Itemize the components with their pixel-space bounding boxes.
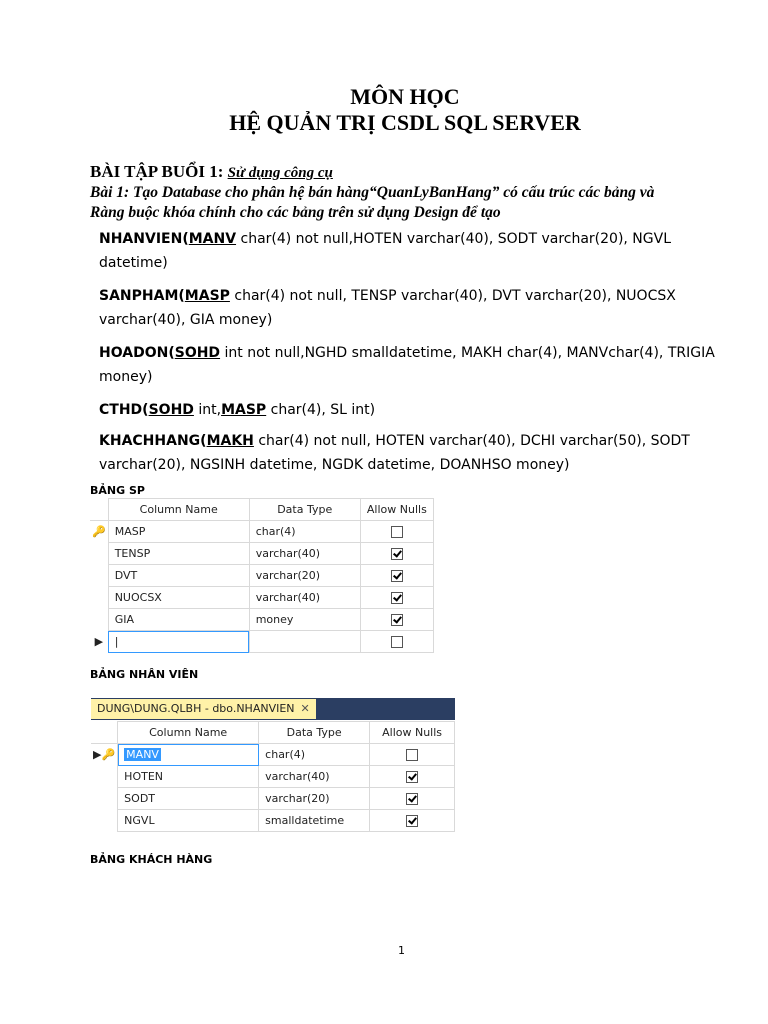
schema-fields: int not null,NGHD smalldatetime, MAKH char(4), MANVchar(4), TRIGIA money)	[99, 345, 715, 385]
schema-key: MASP	[184, 288, 230, 304]
exercise-subtitle: Sử dụng công cụ	[227, 165, 333, 181]
table-row[interactable]	[90, 521, 434, 543]
data-type-header: Data Type	[249, 499, 360, 521]
column-name-cell[interactable]: SODT	[118, 788, 259, 810]
data-type-cell[interactable]: varchar(40)	[259, 766, 370, 788]
allow-nulls-checkbox[interactable]	[391, 548, 403, 560]
selected-text[interactable]: MANV	[126, 748, 159, 761]
schema-fields-mid: int,	[193, 402, 222, 418]
schema-fields: char(4) not null, HOTEN varchar(40), DCHI varchar(50), SODT varchar(20), NGSINH datetime, NGDK datetime, DOANHSO money)	[99, 433, 690, 473]
column-name-cell[interactable]: DVT	[108, 565, 249, 587]
allow-nulls-checkbox[interactable]	[391, 526, 403, 538]
table-nhanvien-designer	[91, 721, 455, 832]
table-row[interactable]	[91, 766, 455, 788]
schema-name: HOADON	[99, 345, 169, 361]
allow-nulls-checkbox[interactable]	[391, 636, 403, 648]
allow-nulls-cell[interactable]	[370, 788, 455, 810]
column-name-cell[interactable]: MASP	[108, 521, 249, 543]
allow-nulls-cell[interactable]	[360, 609, 433, 631]
schema-key: SOHD	[148, 402, 194, 418]
table-sp-designer	[90, 498, 434, 653]
data-type-cell[interactable]: char(4)	[259, 744, 370, 766]
column-name-cell[interactable]: HOTEN	[118, 766, 259, 788]
schema-fields: char(4) not null, TENSP varchar(40), DVT varchar(20), NUOCSX varchar(40), GIA money)	[99, 288, 676, 328]
column-name-cell[interactable]: GIA	[108, 609, 249, 631]
task-line-1: Bài 1: Tạo Database cho phân hệ bán hàng“QuanLyBanHang” có cấu trúc các bảng và	[90, 184, 655, 201]
allow-nulls-cell[interactable]	[360, 521, 433, 543]
exercise-heading	[90, 162, 333, 182]
allow-nulls-cell[interactable]	[360, 587, 433, 609]
new-row[interactable]	[90, 631, 434, 653]
schema-key-2: MASP	[221, 402, 267, 418]
row-indicator	[90, 609, 108, 631]
allow-nulls-header: Allow Nulls	[370, 722, 455, 744]
data-type-header: Data Type	[259, 722, 370, 744]
label-table-khachhang: BẢNG KHÁCH HÀNG	[90, 853, 213, 866]
data-type-cell[interactable]: smalldatetime	[259, 810, 370, 832]
data-type-cell[interactable]: varchar(20)	[249, 565, 360, 587]
row-indicator	[90, 587, 108, 609]
table-row[interactable]	[91, 744, 455, 766]
column-name-cell[interactable]: NGVL	[118, 810, 259, 832]
designer-tab-bar	[91, 698, 455, 720]
current-row-arrow-icon: ▶	[90, 631, 108, 653]
schema-name: KHACHHANG	[99, 433, 201, 449]
data-type-cell[interactable]: varchar(40)	[249, 543, 360, 565]
allow-nulls-checkbox[interactable]	[391, 592, 403, 604]
tab-title: DUNG\DUNG.QLBH - dbo.NHANVIEN	[97, 702, 295, 715]
schema-key: SOHD	[174, 345, 221, 361]
row-indicator	[91, 810, 118, 832]
grid-header-row	[90, 499, 434, 521]
schema-fields: char(4) not null,HOTEN varchar(40), SODT varchar(20), NGVL datetime)	[99, 231, 672, 271]
schema-nhanvien: NHANVIEN(MANV char(4) not null,HOTEN varchar(40), SODT varchar(20), NGVL datetime)	[99, 231, 672, 271]
new-column-name-input[interactable]: |	[108, 631, 249, 653]
column-name-header: Column Name	[118, 722, 259, 744]
task-line-2: Ràng buộc khóa chính cho các bảng trên sử dụng Design để tạo	[90, 204, 501, 221]
page-number: 1	[398, 944, 405, 957]
schema-hoadon: HOADON(SOHD int not null,NGHD smalldatetime, MAKH char(4), MANVchar(4), TRIGIA money)	[99, 345, 715, 385]
table-row[interactable]	[91, 788, 455, 810]
column-name-cell[interactable]: NUOCSX	[108, 587, 249, 609]
schema-name: SANPHAM	[99, 288, 179, 304]
data-type-cell[interactable]: varchar(20)	[259, 788, 370, 810]
allow-nulls-cell[interactable]	[370, 810, 455, 832]
row-indicator	[91, 744, 118, 766]
allow-nulls-checkbox[interactable]	[406, 793, 418, 805]
grid-header-row	[91, 722, 455, 744]
row-indicator	[90, 543, 108, 565]
allow-nulls-cell[interactable]	[360, 631, 433, 653]
allow-nulls-checkbox[interactable]	[391, 570, 403, 582]
table-row[interactable]	[90, 609, 434, 631]
data-type-cell[interactable]: char(4)	[249, 521, 360, 543]
schema-khachhang: KHACHHANG(MAKH char(4) not null, HOTEN varchar(40), DCHI varchar(50), SODT varchar(20), NGSINH datetime, NGDK datetime, DOANHSO money)	[99, 433, 690, 473]
new-data-type-cell[interactable]	[249, 631, 360, 653]
schema-name: CTHD	[99, 402, 143, 418]
schema-key: MAKH	[206, 433, 254, 449]
allow-nulls-checkbox[interactable]	[391, 614, 403, 626]
allow-nulls-cell[interactable]	[360, 565, 433, 587]
data-type-cell[interactable]: varchar(40)	[249, 587, 360, 609]
exercise-heading-label: BÀI TẬP BUỔI 1:	[90, 162, 224, 181]
row-indicator	[90, 565, 108, 587]
data-type-cell[interactable]: money	[249, 609, 360, 631]
row-indicator	[91, 766, 118, 788]
schema-key: MANV	[188, 231, 237, 247]
table-row[interactable]	[90, 587, 434, 609]
allow-nulls-checkbox[interactable]	[406, 771, 418, 783]
allow-nulls-checkbox[interactable]	[406, 749, 418, 761]
title-line-2: HỆ QUẢN TRỊ CSDL SQL SERVER	[229, 110, 581, 135]
current-row-arrow-icon: ▶	[93, 748, 102, 762]
close-icon[interactable]: ✕	[300, 702, 310, 715]
row-indicator	[91, 788, 118, 810]
column-name-cell[interactable]: TENSP	[108, 543, 249, 565]
schema-name: NHANVIEN	[99, 231, 183, 247]
allow-nulls-cell[interactable]	[370, 744, 455, 766]
allow-nulls-cell[interactable]	[370, 766, 455, 788]
allow-nulls-header: Allow Nulls	[360, 499, 433, 521]
allow-nulls-checkbox[interactable]	[406, 815, 418, 827]
label-table-nhanvien: BẢNG NHÂN VIÊN	[90, 668, 199, 681]
row-indicator-header	[90, 499, 108, 521]
schema-fields: char(4), SL int)	[266, 402, 376, 418]
column-name-header: Column Name	[108, 499, 249, 521]
primary-key-icon: 🔑	[101, 748, 116, 762]
allow-nulls-cell[interactable]	[360, 543, 433, 565]
schema-cthd: CTHD(SOHD int,MASP char(4), SL int)	[99, 402, 376, 418]
table-row[interactable]	[90, 543, 434, 565]
label-table-sp: BẢNG SP	[90, 484, 145, 497]
table-row[interactable]	[91, 810, 455, 832]
primary-key-icon: 🔑	[92, 525, 106, 539]
schema-sanpham: SANPHAM(MASP char(4) not null, TENSP varchar(40), DVT varchar(20), NUOCSX varchar(40), GIA money)	[99, 288, 676, 328]
row-indicator-header	[91, 722, 118, 744]
table-row[interactable]	[90, 565, 434, 587]
column-name-cell[interactable]	[118, 744, 259, 766]
row-indicator	[90, 521, 108, 543]
tab-nhanvien[interactable]	[91, 699, 316, 719]
title-line-1: MÔN HỌC	[350, 84, 460, 109]
